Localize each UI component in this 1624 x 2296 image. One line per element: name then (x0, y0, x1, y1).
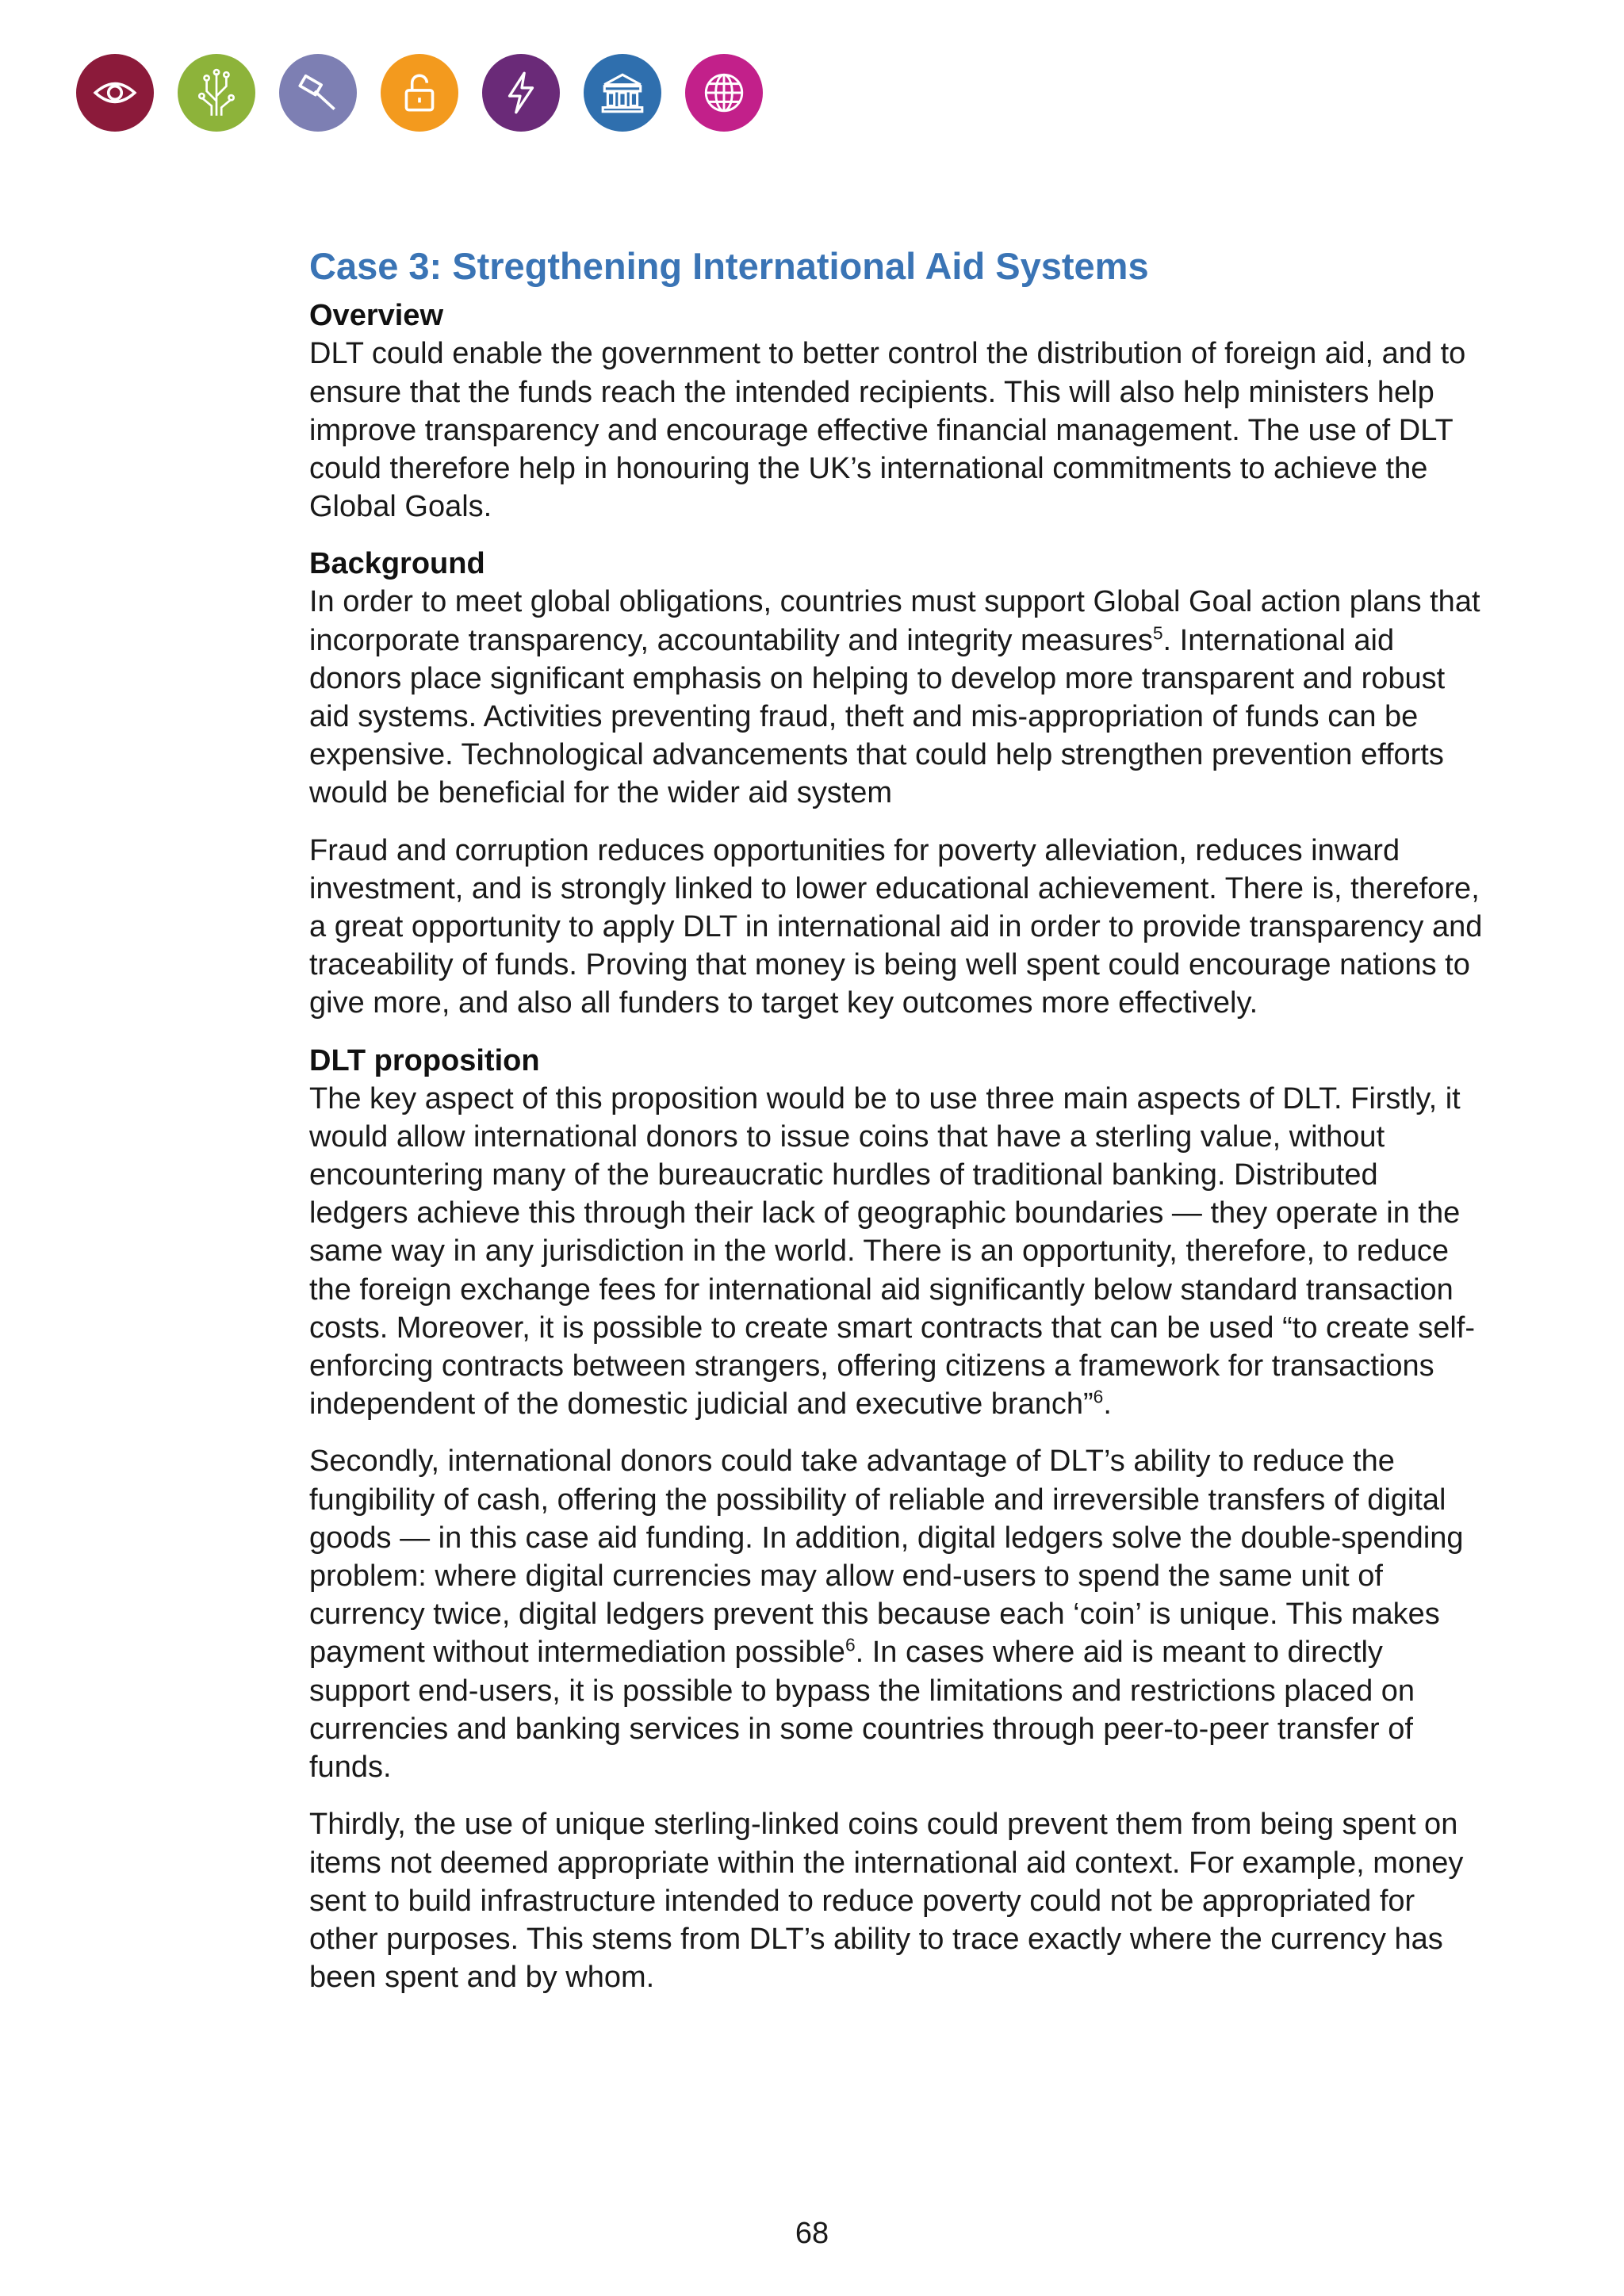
footnote-ref: 5 (1152, 622, 1163, 643)
circuit-tree-icon (178, 54, 255, 132)
background-paragraph-1 (309, 583, 1483, 812)
globe-icon (685, 54, 763, 132)
header-icon-row (76, 54, 763, 132)
page-number: 68 (795, 2217, 829, 2250)
lightning-icon (482, 54, 560, 132)
background-p1-text-cont: . International aid donors place significant emphasis on helping to develop more transparent and robust aid systems. Activities preventing fraud, theft and mis-appropriation of funds can be expensive. Technological advancements that could help strengthen prevention efforts would be beneficial for the wider aid system (309, 623, 1446, 810)
overview-paragraph: DLT could enable the government to better control the distribution of foreign aid, and to ensure that the funds reach the intended recipients. This will also help ministers help improve transparency and encourage effective financial management. The use of DLT could therefore help in honouring the UK’s international commitments to achieve the Global Goals. (309, 337, 1466, 524)
padlock-icon (381, 54, 458, 132)
bank-building-icon (584, 54, 661, 132)
eye-icon (76, 54, 154, 132)
background-paragraph-2: Fraud and corruption reduces opportunities for poverty alleviation, reduces inward investment, and is strongly linked to lower educational achievement. There is, therefore, a great opportunity to apply DLT in international aid in order to provide transparency and traceability of funds. Proving that money is being well spent could encourage nations to give more, and also all funders to target key outcomes more effectively. (309, 833, 1483, 1020)
document-body (309, 244, 1483, 2015)
background-p1-text: In order to meet global obligations, countries must support Global Goal action plans that incorporate transparency, accountability and integrity measures (309, 585, 1480, 657)
section-heading-proposition: DLT proposition (309, 1043, 540, 1077)
proposition-paragraph-3: Thirdly, the use of unique sterling-linked coins could prevent them from being spent on items not deemed appropriate within the international aid context. For example, money sent to build infrastructure intended to reduce poverty could not be appropriated for other purposes. This stems from DLT’s ability to trace exactly where the currency has been spent and by whom. (309, 1808, 1464, 1995)
footnote-ref: 6 (845, 1634, 856, 1655)
proposition-p1-text: The key aspect of this proposition would be to use three main aspects of DLT. Firstly, it would allow international donors to issue coins that have a sterling value, without encountering many of the bureaucratic hurdles of traditional banking. Distributed ledgers achieve this through their lack of geographic boundaries — they operate in the same way in any jurisdiction in the world. There is an opportunity, therefore, to reduce the foreign exchange fees for international aid significantly below standard transaction costs. Moreover, it is possible to create smart contracts that can be used “to create self-enforcing contracts between strangers, offering citizens a framework for transactions independent of the domestic judicial and executive branch” (309, 1081, 1475, 1422)
proposition-p2-text: Secondly, international donors could take advantage of DLT’s ability to reduce the fungibility of cash, offering the possibility of reliable and irreversible transfers of digital goods — in this case aid funding. In addition, digital ledgers solve the double-spending problem: where digital currencies may allow end-users to spend the same unit of currency twice, digital ledgers prevent this because each ‘coin’ is unique. This makes payment without intermediation possible (309, 1445, 1464, 1670)
section-heading-background: Background (309, 547, 485, 581)
proposition-p1-text-cont: . (1103, 1387, 1112, 1422)
page-title: Case 3: Stregthening International Aid Systems (309, 245, 1149, 287)
footnote-ref: 6 (1093, 1386, 1104, 1407)
proposition-p2-text-cont: . In cases where aid is meant to directly support end-users, it is possible to bypass the limitations and restrictions placed on currencies and banking services in some countries through peer-to-peer transfer of funds. (309, 1636, 1415, 1785)
proposition-paragraph-1 (309, 1080, 1483, 1424)
section-heading-overview: Overview (309, 299, 443, 333)
gavel-icon (279, 54, 357, 132)
proposition-paragraph-2 (309, 1442, 1483, 1786)
